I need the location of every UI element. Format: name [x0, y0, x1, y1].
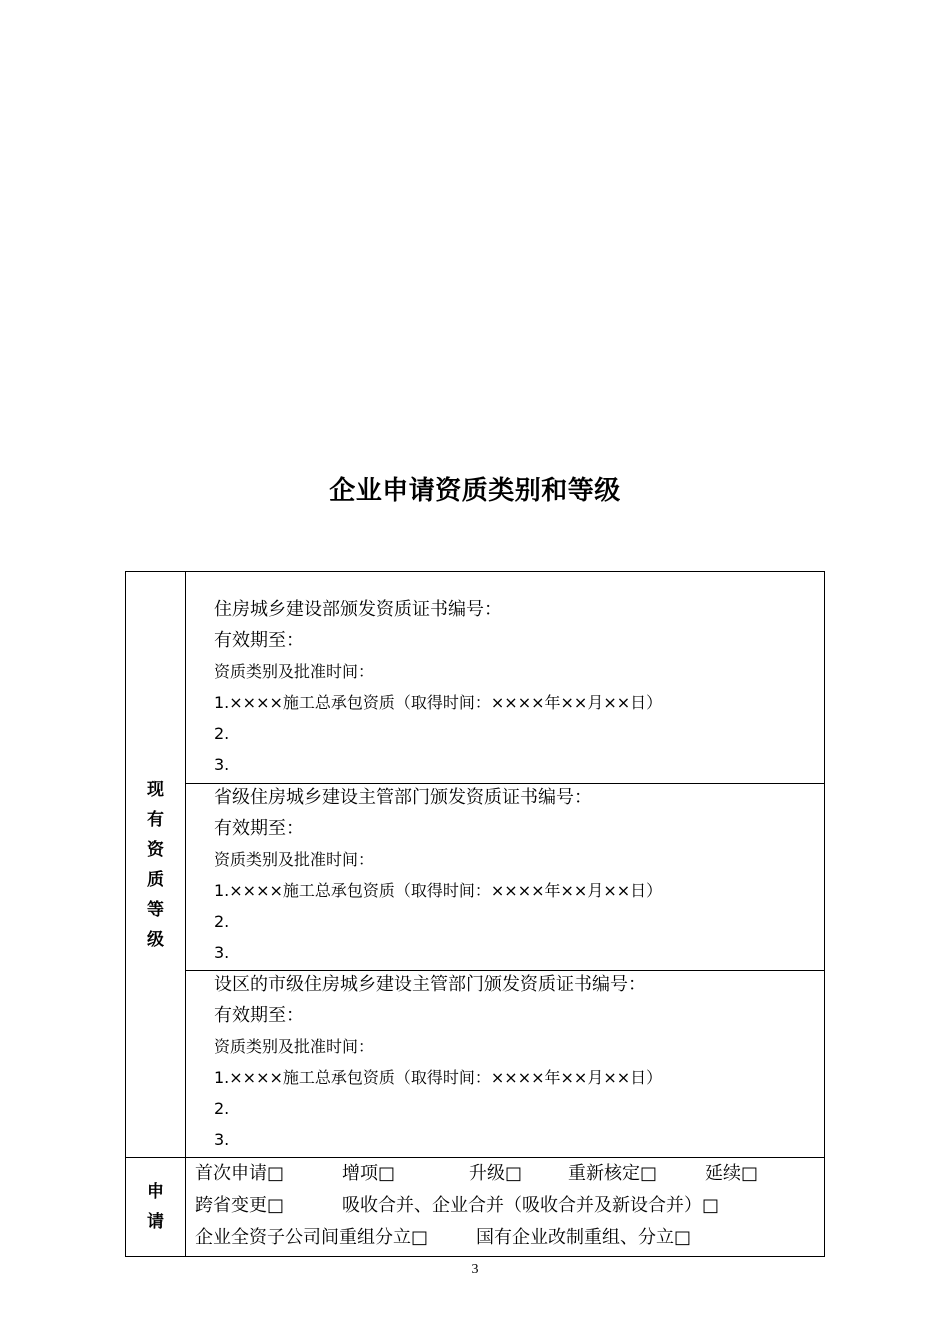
qualification-item-2: 2.	[214, 912, 230, 931]
merger-checkbox[interactable]: 吸收合并、企业合并（吸收合并及新设合并）□	[342, 1195, 720, 1216]
cross-province-change-checkbox[interactable]: 跨省变更□	[195, 1195, 285, 1216]
soe-restructuring-checkbox[interactable]: 国有企业改制重组、分立□	[476, 1227, 692, 1248]
certificate-number-line: 省级住房城乡建设主管部门颁发资质证书编号：	[214, 787, 592, 808]
provincial-certificate-section	[186, 784, 825, 971]
ministry-certificate-section	[186, 572, 825, 784]
add-item-checkbox[interactable]: 增项□	[342, 1163, 396, 1184]
first-application-checkbox[interactable]: 首次申请□	[195, 1163, 285, 1184]
apply-options-row-2	[195, 1190, 824, 1222]
apply-label: 申 请	[147, 1182, 164, 1232]
municipal-certificate-section	[186, 971, 825, 1158]
valid-until-line: 有效期至：	[214, 1005, 304, 1026]
subsidiary-restructuring-checkbox[interactable]: 企业全资子公司间重组分立□	[195, 1227, 429, 1248]
reverification-checkbox[interactable]: 重新核定□	[568, 1163, 658, 1184]
category-approval-line: 资质类别及批准时间：	[214, 850, 375, 869]
current-qualification-label-cell	[126, 572, 186, 1158]
certificate-number-line: 住房城乡建设部颁发资质证书编号：	[214, 599, 502, 620]
qualification-item-1: 1.××××施工总承包资质（取得时间：××××年××月××日）	[214, 693, 663, 712]
apply-options-row-1	[195, 1158, 824, 1190]
page-number: 3	[471, 1262, 479, 1277]
apply-options-cell	[186, 1158, 825, 1257]
apply-label-cell	[126, 1158, 186, 1257]
category-approval-line: 资质类别及批准时间：	[214, 662, 375, 681]
qualification-item-1: 1.××××施工总承包资质（取得时间：××××年××月××日）	[214, 881, 663, 900]
qualification-item-1: 1.××××施工总承包资质（取得时间：××××年××月××日）	[214, 1068, 663, 1087]
qualification-item-2: 2.	[214, 1099, 230, 1118]
upgrade-checkbox[interactable]: 升级□	[469, 1163, 523, 1184]
renewal-checkbox[interactable]: 延续□	[705, 1163, 759, 1184]
category-approval-line: 资质类别及批准时间：	[214, 1037, 375, 1056]
certificate-number-line: 设区的市级住房城乡建设主管部门颁发资质证书编号：	[214, 974, 646, 995]
qualification-form-table	[125, 571, 825, 1257]
valid-until-line: 有效期至：	[214, 818, 304, 839]
qualification-item-3: 3.	[214, 755, 230, 774]
qualification-item-3: 3.	[214, 1130, 230, 1149]
current-qualification-label: 现 有 资 质 等 级	[147, 779, 164, 950]
apply-options-row-3	[195, 1222, 824, 1254]
qualification-item-2: 2.	[214, 724, 230, 743]
page-title: 企业申请资质类别和等级	[329, 476, 621, 506]
valid-until-line: 有效期至：	[214, 630, 304, 651]
qualification-item-3: 3.	[214, 943, 230, 962]
